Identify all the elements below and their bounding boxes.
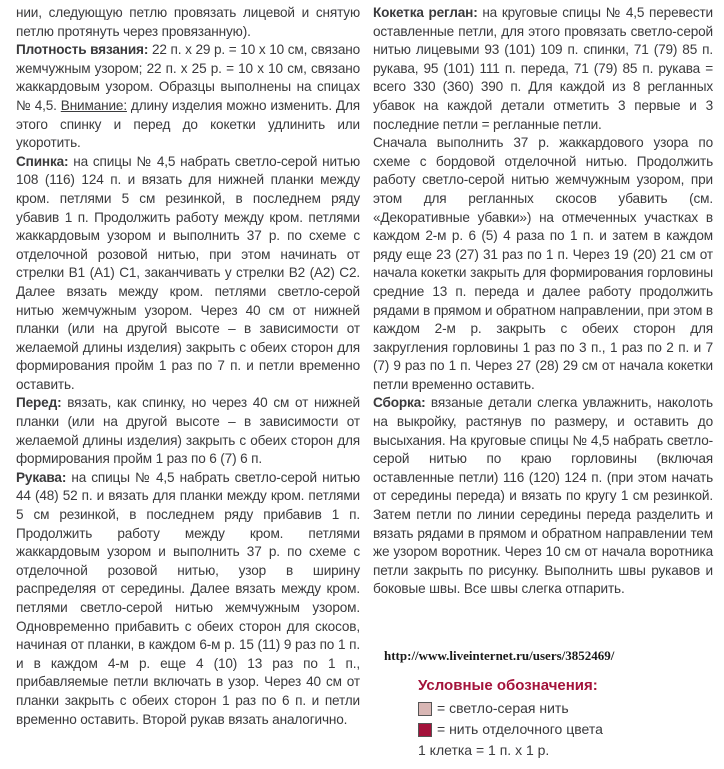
back-text: на спицы № 4,5 набрать светло-серой нитью 108 (116) 124 п. и вязать для нижней планки между кром. петлями 5 см резинкой, в последнем ряду убавив 1 п. Продолжить работу между кром. петлями жаккардовым узором и выполнить 37 р. по схеме с отделочной розовой нитью, при этом начинать от стрелки В1 (А1) С1, заканчивать у стрелки В2 (А2) С2. Далее вязать между кром. петлями светло-серой нитью жемчужным узором. Через 40 см от нижней планки (или на другой высоте – в зависимости от желаемой длины изделия) закрыть с обеих сторон для формирования пройм 1 раз по 7 п. и петли временно оставить. xyxy=(16,153,360,392)
back-heading: Спинка: xyxy=(16,153,69,169)
sleeves-heading: Рукава: xyxy=(16,469,67,485)
legend-item-accent xyxy=(418,719,603,740)
light-gray-swatch-icon xyxy=(418,702,432,716)
raglan-text: на круговые спицы № 4,5 перевести оставленные петли, для этого провязать светло-серой нитью лицевыми 93 (101) 109 п. спинки, 71 (79) 85 п. рукава, 95 (101) 111 п. переда, 71 (79) 85 п. рукава = всего 330 (360) 390 п. Для каждой из 8 регланных убавок на каждой детали отметить 3 первые и 3 последние петли = регланные петли. xyxy=(373,5,713,132)
raglan-heading: Кокетка реглан: xyxy=(373,5,478,20)
legend-item-accent-label: = нить отделочного цвета xyxy=(437,721,603,737)
legend xyxy=(418,675,603,761)
paragraph-assembly xyxy=(373,394,713,599)
paragraph-jacquard xyxy=(373,134,713,394)
gauge-heading: Плотность вязания: xyxy=(16,42,149,58)
legend-cell-note-text: 1 клетка = 1 п. x 1 р. xyxy=(418,742,550,758)
accent-swatch-icon xyxy=(418,723,432,737)
paragraph-intro xyxy=(16,4,360,41)
front-text: вязать, как спинку, но через 40 см от нижней планки (или на другой высоте – в зависимости от желаемой длины изделия) закрыть с обеих сторон для формирования пройм 1 раз по 6 (7) 6 п. xyxy=(16,395,360,467)
attention-text: длину изделия можно изменить. Для этого спинку и перед до кокетки удлинить или укоротить. xyxy=(16,97,360,151)
front-heading: Перед: xyxy=(16,395,62,411)
assembly-heading: Сборка: xyxy=(373,395,426,411)
paragraph-gauge xyxy=(16,41,360,153)
intro-text: нии, следующую петлю провязать лицевой и снятую петлю протянуть через провязанную). xyxy=(16,5,360,39)
attention-label: Внимание: xyxy=(60,97,127,113)
sleeves-text: на спицы № 4,5 набрать светло-серой нитью 44 (48) 52 п. и вязать для планки между кром. петлями 5 см резинкой, в последнем ряду прибавив 1 п. Продолжить работу между кром. петлями жаккардовым узором и выполнить 37 р. по схеме с отделочной розовой нитью, узор в ширину распределяя от середины. Далее вязать между кром. петлями светло-серой нитью жемчужным узором. Одновременно прибавить с обеих сторон для скосов, начиная от планки, в каждом 6-м р. 15 (11) 9 раз по 1 п. и в каждом 4-м р. еще 4 (10) 13 раз по 1 п., прибавляемые петли включать в узор. Через 40 см от планки закрыть с обеих сторон 1 раз по 6 п. и петли временно оставить. Второй рукав вязать аналогично. xyxy=(16,469,360,727)
legend-item-light-gray-label: = светло-серая нить xyxy=(437,700,569,716)
paragraph-raglan xyxy=(373,4,713,134)
legend-cell-note xyxy=(418,740,603,761)
jacquard-text: Сначала выполнить 37 р. жаккардового узора по схеме с бордовой отделочной нитью. Продолжить работу светло-серой нитью жемчужным узором, при этом для регланных скосов убавить (см. «Декоративные убавки») на отмеченных участках в каждом 2-м р. 6 (5) 4 раза по 1 п. и затем в каждом ряду еще 23 (27) 31 раз по 1 п. Через 19 (20) 21 см от начала кокетки закрыть для формирования горловины средние 13 п. переда и далее работу продолжить рядами в прямом и обратном направлении, при этом в каждом 2-м р. закрыть с обеих сторон для закругления горловины 1 раз по 3 п., 1 раз по 2 п. и 7 (7) 9 раз по 1 п. Через 27 (28) 29 см от начала кокетки петли временно оставить. xyxy=(373,135,713,392)
paragraph-sleeves xyxy=(16,469,360,729)
paragraph-back xyxy=(16,153,360,395)
paragraph-front xyxy=(16,394,360,468)
right-text-column xyxy=(373,4,713,599)
source-url: http://www.liveinternet.ru/users/3852469/ xyxy=(384,648,615,663)
legend-item-light-gray xyxy=(418,698,603,719)
legend-title: Условные обозначения: xyxy=(418,677,598,694)
assembly-text: вязаные детали слегка увлажнить, наколоть на выкройку, растянув по размеру, и оставить до высыхания. На круговые спицы № 4,5 набрать светло-серой нитью по краю горловины (включая оставленные петли) 116 (120) 124 п. (при этом начать от середины переда) и вязать по кругу 1 см резинкой. Затем петли по линии середины переда разделить и вязать рядами в прямом и обратном направлении тем же узором воротник. Через 10 см от начала воротника петли закрыть по рисунку. Выполнить швы рукавов и боковые швы. Все швы слегка отпарить. xyxy=(373,395,713,597)
gauge-text: 22 п. x 29 р. = 10 x 10 см, связано жемчужным узором; 22 п. x 25 р. = 10 x 10 см, связано жаккардовым узором. Образцы выполнены на спицах № 4,5. xyxy=(16,42,361,113)
left-text-column xyxy=(16,4,360,729)
